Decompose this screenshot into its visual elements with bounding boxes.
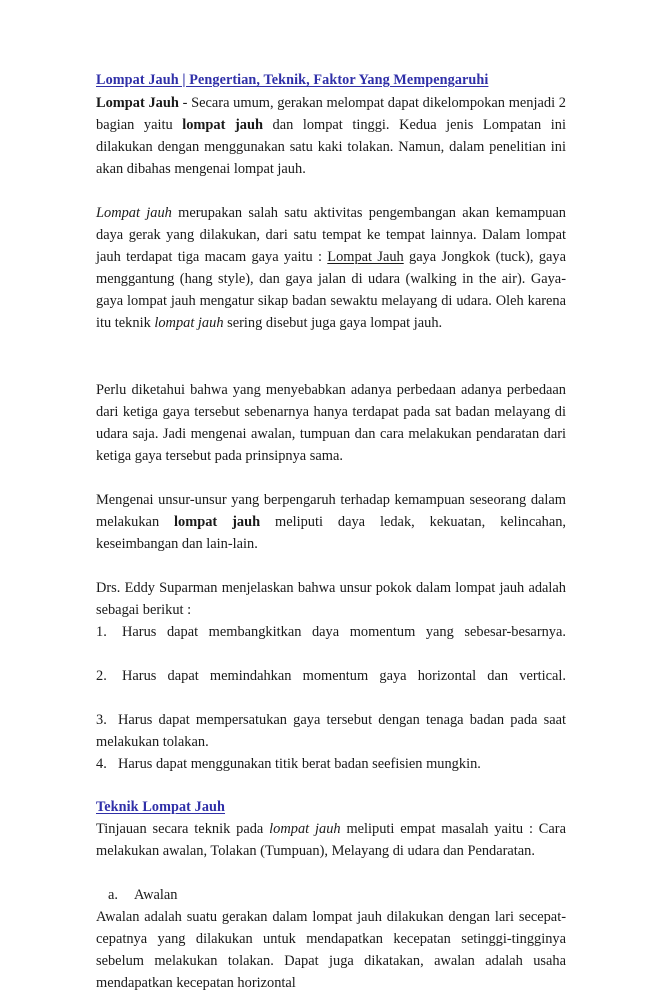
paragraph-intro bbox=[96, 92, 566, 180]
list-item bbox=[96, 709, 566, 753]
paragraph-unsur bbox=[96, 489, 566, 555]
list-item bbox=[96, 753, 566, 775]
paragraph-gap bbox=[96, 862, 566, 884]
document-body bbox=[96, 70, 566, 994]
paragraph-teknik bbox=[96, 818, 566, 862]
sub-item-awalan bbox=[96, 884, 566, 906]
paragraph-awalan: Awalan adalah suatu gerakan dalam lompat jauh dilakukan dengan lari secepat-cepatnya yang dilakukan untuk mendapatkan kecepatan setinggi-tingginya sebelum melakukan tolakan. Dapat juga dikatakan, awalan adalah usaha mendapatkan kecepatan horizontal bbox=[96, 909, 566, 991]
text-run: Tinjauan secara teknik pada bbox=[96, 821, 270, 837]
paragraph-gap bbox=[96, 775, 566, 797]
list-item-number: 3. bbox=[96, 711, 107, 728]
italic-run-lompat-jauh-3: lompat jauh bbox=[269, 821, 341, 837]
paragraph-definisi bbox=[96, 202, 566, 334]
text-run: Mengenai unsur-unsur yang berpengaruh terhadap kemampuan seseorang dalam melakukan bbox=[96, 491, 566, 530]
list-item bbox=[96, 665, 566, 709]
text-run: - Secara umum, gerakan melompat dapat dikelompokan menjadi 2 bagian yaitu bbox=[96, 94, 566, 133]
sub-item-label: Awalan bbox=[134, 887, 178, 903]
text-run: merupakan salah satu aktivitas pengembangan akan kemampuan daya gerak yang dilakukan, dari satu tempat ke tempat lainnya. Dalam lompat jauh terdapat tiga macam gaya yaitu : bbox=[96, 204, 566, 265]
numbered-list bbox=[96, 621, 566, 775]
list-item-text: Harus dapat memindahkan momentum gaya horizontal dan vertical. bbox=[122, 667, 566, 684]
bold-run-lompat-jauh-2: lompat jauh bbox=[182, 116, 263, 133]
bold-run-lompat-jauh: Lompat Jauh bbox=[96, 94, 179, 111]
italic-run-lompat-jauh: Lompat jauh bbox=[96, 204, 172, 221]
paragraph-list-intro: Drs. Eddy Suparman menjelaskan bahwa unsur pokok dalam lompat jauh adalah sebagai berikut : bbox=[96, 579, 566, 618]
paragraph-gap bbox=[96, 180, 566, 202]
italic-run-lompat-jauh-2: lompat jauh bbox=[154, 314, 224, 331]
list-item-text: Harus dapat menggunakan titik berat badan seefisien mungkin. bbox=[118, 755, 481, 772]
text-run: meliputi empat masalah yaitu : Cara melakukan awalan, Tolakan (Tumpuan), Melayang di udara dan Pendaratan. bbox=[96, 821, 566, 859]
paragraph-gap-large bbox=[96, 334, 566, 379]
list-item-text: Harus dapat mempersatukan gaya tersebut dengan tenaga badan pada saat melakukan tolakan. bbox=[96, 711, 566, 750]
sub-item-letter: a. bbox=[108, 887, 118, 903]
page-title: Lompat Jauh | Pengertian, Teknik, Faktor Yang Mempengaruhi bbox=[96, 72, 489, 88]
list-item-number: 1. bbox=[96, 623, 107, 640]
paragraph-perbedaan: Perlu diketahui bahwa yang menyebabkan adanya perbedaan adanya perbedaan dari ketiga gaya tersebut sebenarnya hanya terdapat pada sat badan melayang di udara saja. Jadi mengenai awalan, tumpuan dan cara melakukan pendaratan dari ketiga gaya tersebut pada prinsipnya sama. bbox=[96, 381, 566, 464]
text-run: meliputi daya ledak, kekuatan, kelincahan, keseimbangan dan lain-lain. bbox=[96, 513, 567, 552]
section-heading-teknik: Teknik Lompat Jauh bbox=[96, 798, 226, 815]
text-run: gaya Jongkok (tuck), gaya menggantung (hang style), dan gaya jalan di udara (walking in the air). Gaya-gaya lompat jauh mengatur sikap badan sewaktu melayang di udara. Oleh karena itu teknik bbox=[96, 248, 566, 331]
list-item-number: 2. bbox=[96, 667, 107, 684]
text-run: sering disebut juga gaya lompat jauh. bbox=[223, 314, 443, 331]
list-item bbox=[96, 621, 566, 665]
text-run: dan lompat tinggi. Kedua jenis Lompatan ini dilakukan dengan menggunakan satu kaki tolakan. Namun, dalam penelitian ini akan dibahas mengenai lompat jauh. bbox=[96, 116, 566, 177]
paragraph-gap bbox=[96, 467, 566, 489]
list-item-number: 4. bbox=[96, 755, 107, 772]
underline-run-lompat-jauh: Lompat Jauh bbox=[327, 248, 404, 265]
list-item-text: Harus dapat membangkitkan daya momentum yang sebesar-besarnya. bbox=[122, 623, 566, 640]
paragraph-gap bbox=[96, 555, 566, 577]
bold-run-lompat-jauh-3: lompat jauh bbox=[174, 513, 261, 530]
